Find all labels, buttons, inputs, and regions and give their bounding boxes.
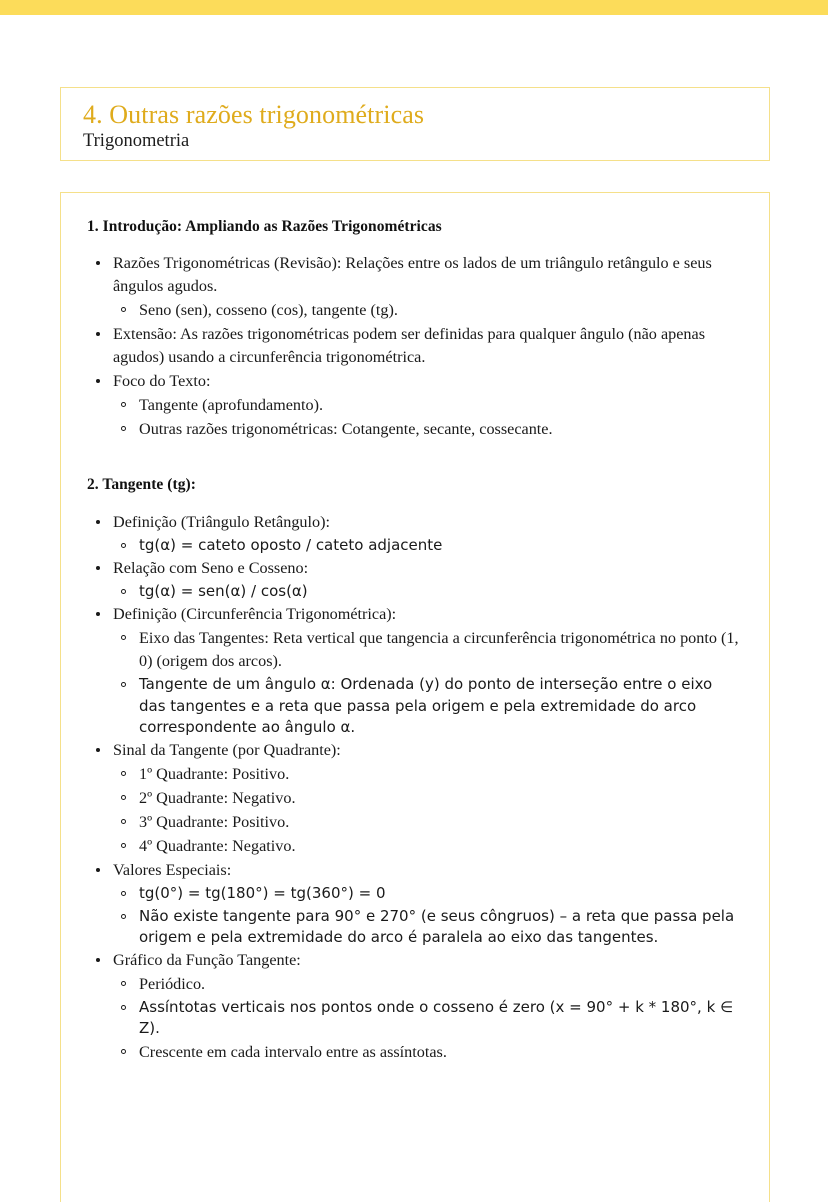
- list-item: [87, 370, 743, 393]
- bullet-dot-icon: [96, 868, 100, 872]
- bullet-circle-icon: [121, 795, 126, 800]
- list-item: [87, 949, 743, 972]
- sub-list-item-text: Tangente de um ângulo α: Ordenada (y) do ponto de interseção entre o eixo das tangentes e a reta que passa pela origem e pela extremidade do arco correspondente ao ângulo α.: [139, 675, 713, 736]
- list-item-text: Definição (Triângulo Retângulo):: [113, 512, 330, 531]
- bullet-dot-icon: [96, 958, 100, 962]
- list-item-text: Relação com Seno e Cosseno:: [113, 559, 309, 578]
- sub-list-item-text: Não existe tangente para 90° e 270° (e seus côngruos) – a reta que passa pela origem e pela extremidade do arco é paralela ao eixo das tangentes.: [139, 906, 735, 946]
- bullet-circle-icon: [121, 771, 126, 776]
- sub-list-item-text: 4º Quadrante: Negativo.: [139, 837, 296, 856]
- list-item-text: Gráfico da Função Tangente:: [113, 951, 301, 970]
- bullet-circle-icon: [121, 819, 126, 824]
- sub-list-item-text: 3º Quadrante: Positivo.: [139, 813, 290, 832]
- list-item-text: Foco do Texto:: [113, 372, 211, 391]
- bullet-dot-icon: [96, 332, 100, 336]
- bullet-list: [87, 511, 743, 1064]
- bullet-circle-icon: [121, 1049, 126, 1054]
- sub-list-item: [111, 811, 743, 834]
- sub-list-item-text: 1º Quadrante: Positivo.: [139, 765, 290, 784]
- document-content-card: [60, 192, 770, 1202]
- bullet-dot-icon: [96, 612, 100, 616]
- sub-list-item-text: tg(α) = cateto oposto / cateto adjacente: [139, 535, 443, 554]
- page-subtitle: Trigonometria: [83, 131, 190, 152]
- list-item: [87, 603, 743, 626]
- sub-list-item-text: Outras razões trigonométricas: Cotangente, secante, cossecante.: [139, 420, 553, 439]
- sub-list-item: [111, 835, 743, 858]
- bullet-circle-icon: [121, 914, 126, 919]
- sub-list-item: [111, 1041, 743, 1064]
- list-item-text: Razões Trigonométricas (Revisão): Relações entre os lados de um triângulo retângulo e seus ângulos agudos.: [113, 254, 712, 296]
- sub-bullet-list: [87, 627, 743, 738]
- list-item: [87, 323, 743, 369]
- bullet-circle-icon: [121, 426, 126, 431]
- bullet-dot-icon: [96, 748, 100, 752]
- sub-bullet-list: [87, 535, 743, 556]
- top-accent-banner: [0, 0, 828, 15]
- list-item-text: Sinal da Tangente (por Quadrante):: [113, 741, 341, 760]
- sub-list-item: [111, 674, 743, 738]
- sub-bullet-list: [87, 581, 743, 602]
- bullet-circle-icon: [121, 402, 126, 407]
- sub-list-item-text: tg(0°) = tg(180°) = tg(360°) = 0: [139, 884, 386, 903]
- bullet-circle-icon: [121, 843, 126, 848]
- list-item: [87, 511, 743, 534]
- sub-list-item: [111, 763, 743, 786]
- sub-bullet-list: [87, 394, 743, 441]
- list-item-text: Definição (Circunferência Trigonométrica):: [113, 605, 397, 624]
- list-item: [87, 557, 743, 580]
- sub-list-item: [111, 906, 743, 949]
- bullet-dot-icon: [96, 261, 100, 265]
- bullet-circle-icon: [121, 891, 126, 896]
- sub-bullet-list: [87, 883, 743, 948]
- sub-list-item-text: Tangente (aprofundamento).: [139, 396, 324, 415]
- section-heading: 2. Tangente (tg):: [87, 476, 196, 494]
- sub-list-item: [111, 394, 743, 417]
- bullet-circle-icon: [121, 589, 126, 594]
- list-item: [87, 859, 743, 882]
- sub-list-item-text: Periódico.: [139, 975, 206, 994]
- document-header-inner: [61, 88, 769, 152]
- sub-list-item: [111, 997, 743, 1040]
- sub-bullet-list: [87, 299, 743, 322]
- bullet-circle-icon: [121, 682, 126, 687]
- sections-container: [61, 193, 769, 1064]
- sub-bullet-list: [87, 763, 743, 858]
- bullet-circle-icon: [121, 981, 126, 986]
- sub-list-item-text: Assíntotas verticais nos pontos onde o cosseno é zero (x = 90° + k * 180°, k ∈ Z).: [139, 998, 734, 1038]
- sub-list-item: [111, 535, 743, 556]
- bullet-dot-icon: [96, 566, 100, 570]
- bullet-circle-icon: [121, 1005, 126, 1010]
- list-item: [87, 739, 743, 762]
- sub-list-item: [111, 418, 743, 441]
- sub-list-item: [111, 973, 743, 996]
- sub-bullet-list: [87, 973, 743, 1064]
- sub-list-item-text: Crescente em cada intervalo entre as assíntotas.: [139, 1042, 447, 1061]
- bullet-dot-icon: [96, 520, 100, 524]
- bullet-circle-icon: [121, 543, 126, 548]
- list-item-text: Valores Especiais:: [113, 861, 232, 880]
- sub-list-item-text: Eixo das Tangentes: Reta vertical que tangencia a circunferência trigonométrica no ponto (1, 0) (origem dos arcos).: [139, 629, 739, 671]
- sub-list-item: [111, 581, 743, 602]
- sub-list-item: [111, 627, 743, 673]
- sub-list-item-text: 2º Quadrante: Negativo.: [139, 789, 296, 808]
- sub-list-item: [111, 883, 743, 904]
- sub-list-item-text: Seno (sen), cosseno (cos), tangente (tg).: [139, 301, 398, 320]
- sub-list-item: [111, 787, 743, 810]
- section-heading: 1. Introdução: Ampliando as Razões Trigonométricas: [87, 218, 442, 235]
- list-item-text: Extensão: As razões trigonométricas podem ser definidas para qualquer ângulo (não apenas agudos) usando a circunferência trigonométrica.: [113, 325, 705, 367]
- bullet-circle-icon: [121, 307, 126, 312]
- list-item: [87, 252, 743, 298]
- document-header-card: [60, 87, 770, 161]
- bullet-circle-icon: [121, 635, 126, 640]
- bullet-list: [87, 252, 743, 441]
- page-title: 4. Outras razões trigonométricas: [83, 100, 425, 129]
- bullet-dot-icon: [96, 379, 100, 383]
- sub-list-item: [111, 299, 743, 322]
- sub-list-item-text: tg(α) = sen(α) / cos(α): [139, 582, 308, 601]
